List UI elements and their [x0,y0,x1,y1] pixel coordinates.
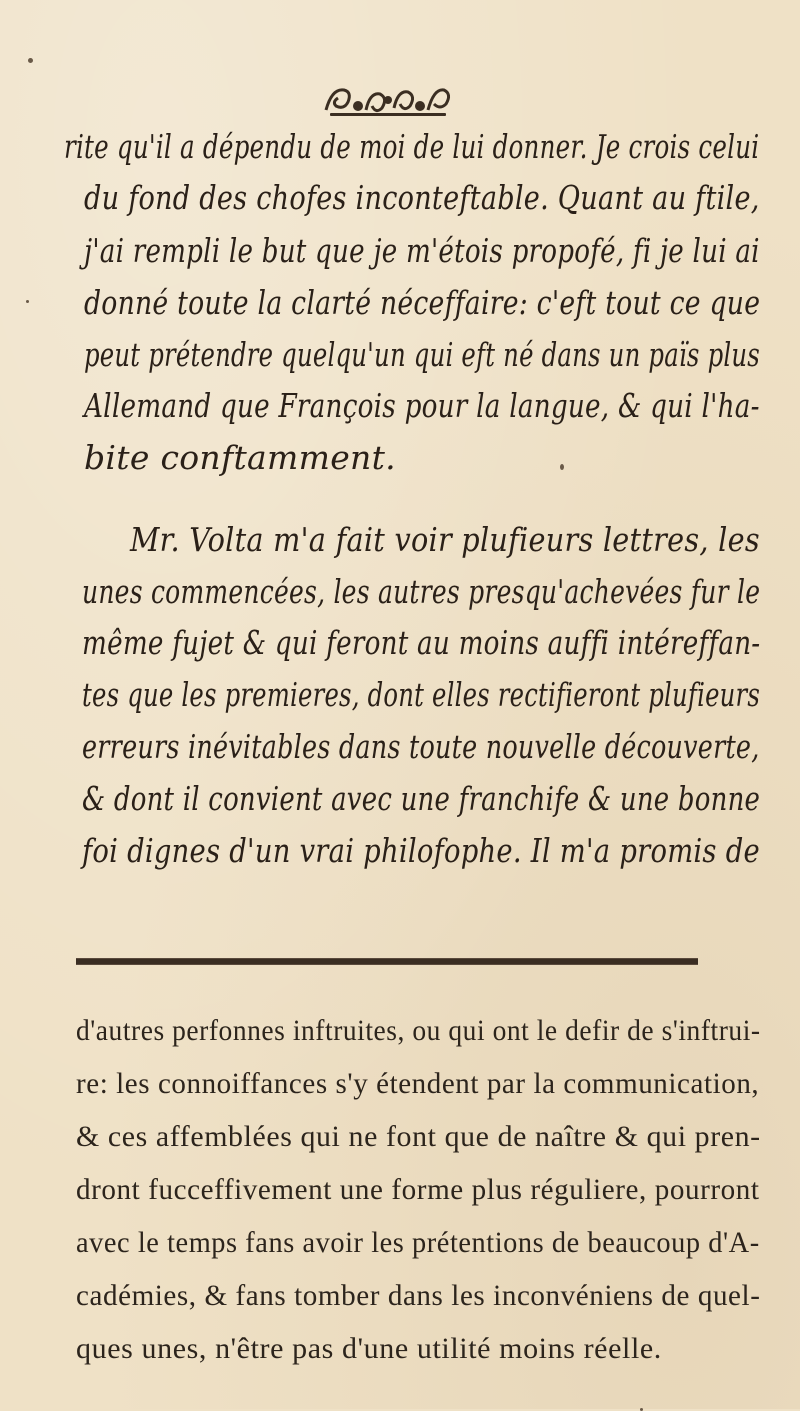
text-line: ques unes, n'être pas d'une utilité moins réelle. [76,1332,662,1365]
paper-speck [28,58,33,63]
text-line: & dont il convient avec une franchife & une bonne [82,779,761,818]
text-line: cadémies, & fans tomber dans les inconvéniens de quel- [76,1279,761,1312]
text-line: peut prétendre quelqu'un qui eft né dans un païs plus [84,335,760,374]
text-line: donné toute la clarté néceffaire: c'eft tout ce que [84,283,761,322]
header-ornament-icon [322,80,454,118]
text-line: rite qu'il a dépendu de moi de lui donner. Je crois celui [64,127,760,166]
text-line: d'autres perfonnes inftruites, ou qui ont le defir de s'inftrui- [76,1014,761,1047]
text-line: avec le temps fans avoir les prétentions de beaucoup d'A- [76,1226,760,1259]
separator-rule [76,958,698,965]
text-line: du fond des chofes inconteftable. Quant au ftile, [84,178,760,217]
paper-speck [560,464,564,470]
text-line: foi dignes d'un vrai philofophe. Il m'a promis de [82,831,760,870]
text-line: j'ai rempli le but que je m'étois propofé, fi je lui ai [84,231,760,270]
text-line: même fujet & qui feront au moins auffi intéreffan- [82,623,761,662]
text-line: tes que les premieres, dont elles rectifieront plufieurs [82,675,761,714]
text-line: erreurs inévitables dans toute nouvelle découverte, [82,727,760,766]
text-line: unes commencées, les autres presqu'achevées fur le [82,572,761,611]
text-line: Mr. Volta m'a fait voir plufieurs lettres, les [130,520,760,559]
text-line: dront fucceffivement une forme plus réguliere, pourront [76,1173,760,1206]
paper-speck [26,300,29,303]
text-line: bite conftamment. [84,438,396,477]
text-line: re: les connoiffances s'y étendent par la communication, [76,1067,760,1100]
text-line: & ces affemblées qui ne font que de naître & qui pren- [76,1120,761,1153]
text-line: Allemand que François pour la langue, & qui l'ha- [84,386,760,425]
